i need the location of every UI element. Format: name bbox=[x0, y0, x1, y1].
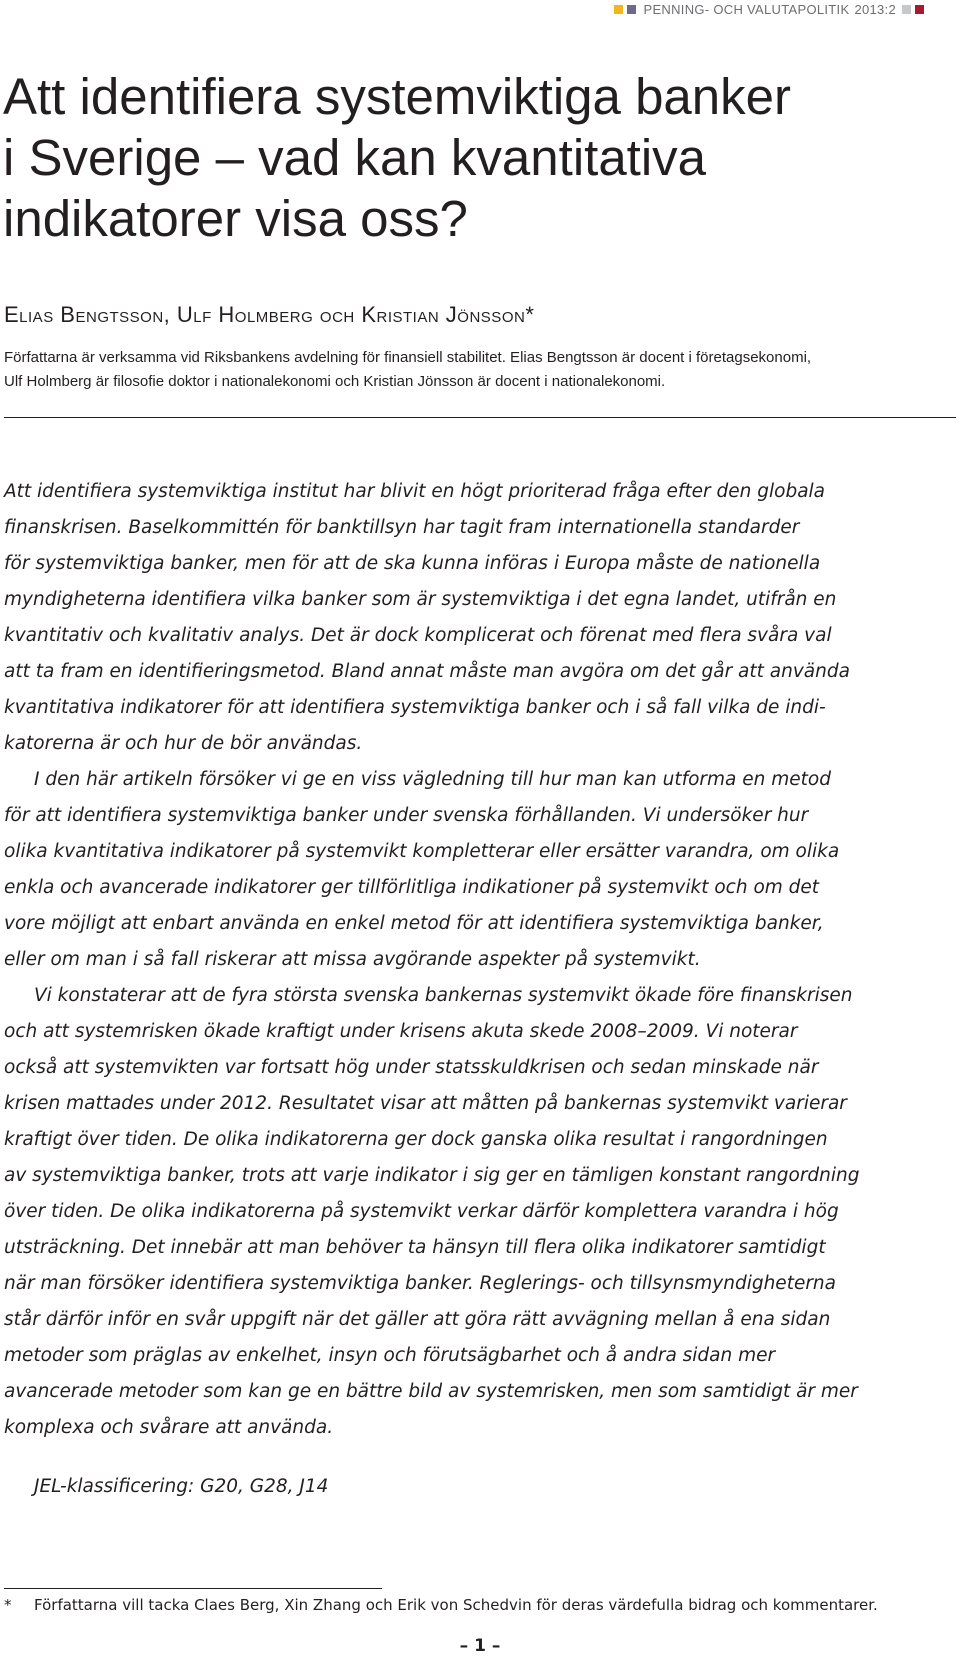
article-authors: Elias Bengtsson, Ulf Holmberg och Kristian Jönsson* bbox=[4, 302, 535, 327]
footnote-text: Författarna vill tacka Claes Berg, Xin Zhang och Erik von Schedvin för deras värdefulla bidrag och kommentarer. bbox=[34, 1596, 878, 1614]
jel-classification: JEL-klassificering: G20, G28, J14 bbox=[34, 1476, 329, 1497]
abstract-line: olika kvantitativa indikatorer på systemvikt kompletterar eller ersätter varandra, om olika bbox=[4, 841, 840, 862]
abstract-line: komplexa och svårare att använda. bbox=[4, 1417, 334, 1438]
abstract-line: Att identifiera systemviktiga institut har blivit en högt prioriterad fråga efter den globala bbox=[4, 481, 826, 502]
affiliation-line: Ulf Holmberg är filosofie doktor i nationalekonomi och Kristian Jönsson är docent i nationalekonomi. bbox=[4, 373, 666, 390]
abstract-line: kvantitativ och kvalitativ analys. Det är dock komplicerat och förenat med flera svåra val bbox=[4, 625, 832, 646]
abstract-line: när man försöker identifiera systemviktiga banker. Reglerings- och tillsynsmyndigheterna bbox=[4, 1273, 836, 1294]
abstract-line: avancerade metoder som kan ge en bättre bild av systemrisken, men som samtidigt är mer bbox=[4, 1381, 858, 1402]
yellow-square-icon bbox=[614, 5, 623, 14]
abstract-line: för att identifiera systemviktiga banker under svenska förhållanden. Vi undersöker hur bbox=[4, 805, 809, 826]
abstract-line: också att systemvikten var fortsatt hög under statsskuldkrisen och sedan minskade när bbox=[4, 1057, 819, 1078]
article-title bbox=[3, 66, 923, 249]
title-line: Att identifiera systemviktiga banker bbox=[3, 68, 792, 125]
abstract-line: utsträckning. Det innebär att man behöver ta hänsyn till flera olika indikatorer samtidigt bbox=[4, 1237, 826, 1258]
abstract-line: enkla och avancerade indikatorer ger tillförlitliga indikationer på systemvikt och om det bbox=[4, 877, 820, 898]
page-number: – 1 – bbox=[459, 1636, 501, 1656]
abstract-line: finanskrisen. Baselkommittén för banktillsyn har tagit fram internationella standarder bbox=[4, 517, 800, 538]
footnote-marker: * bbox=[4, 1596, 12, 1614]
article-abstract bbox=[4, 474, 956, 1505]
abstract-line: att ta fram en identifieringsmetod. Bland annat måste man avgöra om det går att använda bbox=[4, 661, 850, 682]
abstract-line: av systemviktiga banker, trots att varje indikator i sig ger en tämligen konstant rangordning bbox=[4, 1165, 860, 1186]
red-square-icon bbox=[915, 5, 924, 14]
abstract-line: metoder som präglas av enkelhet, insyn och förutsägbarhet och å andra sidan mer bbox=[4, 1345, 776, 1366]
title-line: indikatorer visa oss? bbox=[3, 190, 468, 247]
abstract-line: för systemviktiga banker, men för att de ska kunna införas i Europa måste de nationella bbox=[4, 553, 821, 574]
purple-square-icon bbox=[627, 5, 636, 14]
abstract-line: över tiden. De olika indikatorerna på systemvikt verkar därför komplettera varandra i hög bbox=[4, 1201, 839, 1222]
journal-section: PENNING- OCH VALUTAPOLITIK bbox=[643, 2, 850, 17]
running-header bbox=[614, 2, 928, 17]
abstract-line: kvantitativa indikatorer för att identifiera systemviktiga banker och i så fall vilka de indi- bbox=[4, 697, 826, 718]
author-affiliation bbox=[4, 346, 904, 394]
abstract-line: står därför inför en svår uppgift när det gäller att göra rätt avvägning mellan å ena sidan bbox=[4, 1309, 831, 1330]
abstract-line: I den här artikeln försöker vi ge en viss vägledning till hur man kan utforma en metod bbox=[34, 769, 831, 790]
abstract-line: eller om man i så fall riskerar att missa avgörande aspekter på systemvikt. bbox=[4, 949, 701, 970]
header-divider bbox=[4, 417, 956, 418]
abstract-line: kraftigt över tiden. De olika indikatorerna ger dock ganska olika resultat i rangordningen bbox=[4, 1129, 828, 1150]
abstract-line: och att systemrisken ökade kraftigt under krisens akuta skede 2008–2009. Vi noterar bbox=[4, 1021, 798, 1042]
footnote bbox=[4, 1596, 878, 1614]
abstract-line: katorerna är och hur de bör användas. bbox=[4, 733, 363, 754]
title-line: i Sverige – vad kan kvantitativa bbox=[3, 129, 707, 186]
footnote-divider bbox=[4, 1588, 382, 1589]
abstract-line: myndigheterna identifiera vilka banker som är systemviktiga i det egna landet, utifrån en bbox=[4, 589, 837, 610]
abstract-line: krisen mattades under 2012. Resultatet visar att måtten på bankernas systemvikt varierar bbox=[4, 1093, 847, 1114]
affiliation-line: Författarna är verksamma vid Riksbankens avdelning för finansiell stabilitet. Elias Bengtsson är docent i företagsekonomi, bbox=[4, 349, 812, 366]
gray-square-icon bbox=[902, 5, 911, 14]
journal-issue: 2013:2 bbox=[854, 2, 896, 17]
abstract-line: Vi konstaterar att de fyra största svenska bankernas systemvikt ökade före finanskrisen bbox=[34, 985, 853, 1006]
abstract-line: vore möjligt att enbart använda en enkel metod för att identifiera systemviktiga banker, bbox=[4, 913, 824, 934]
